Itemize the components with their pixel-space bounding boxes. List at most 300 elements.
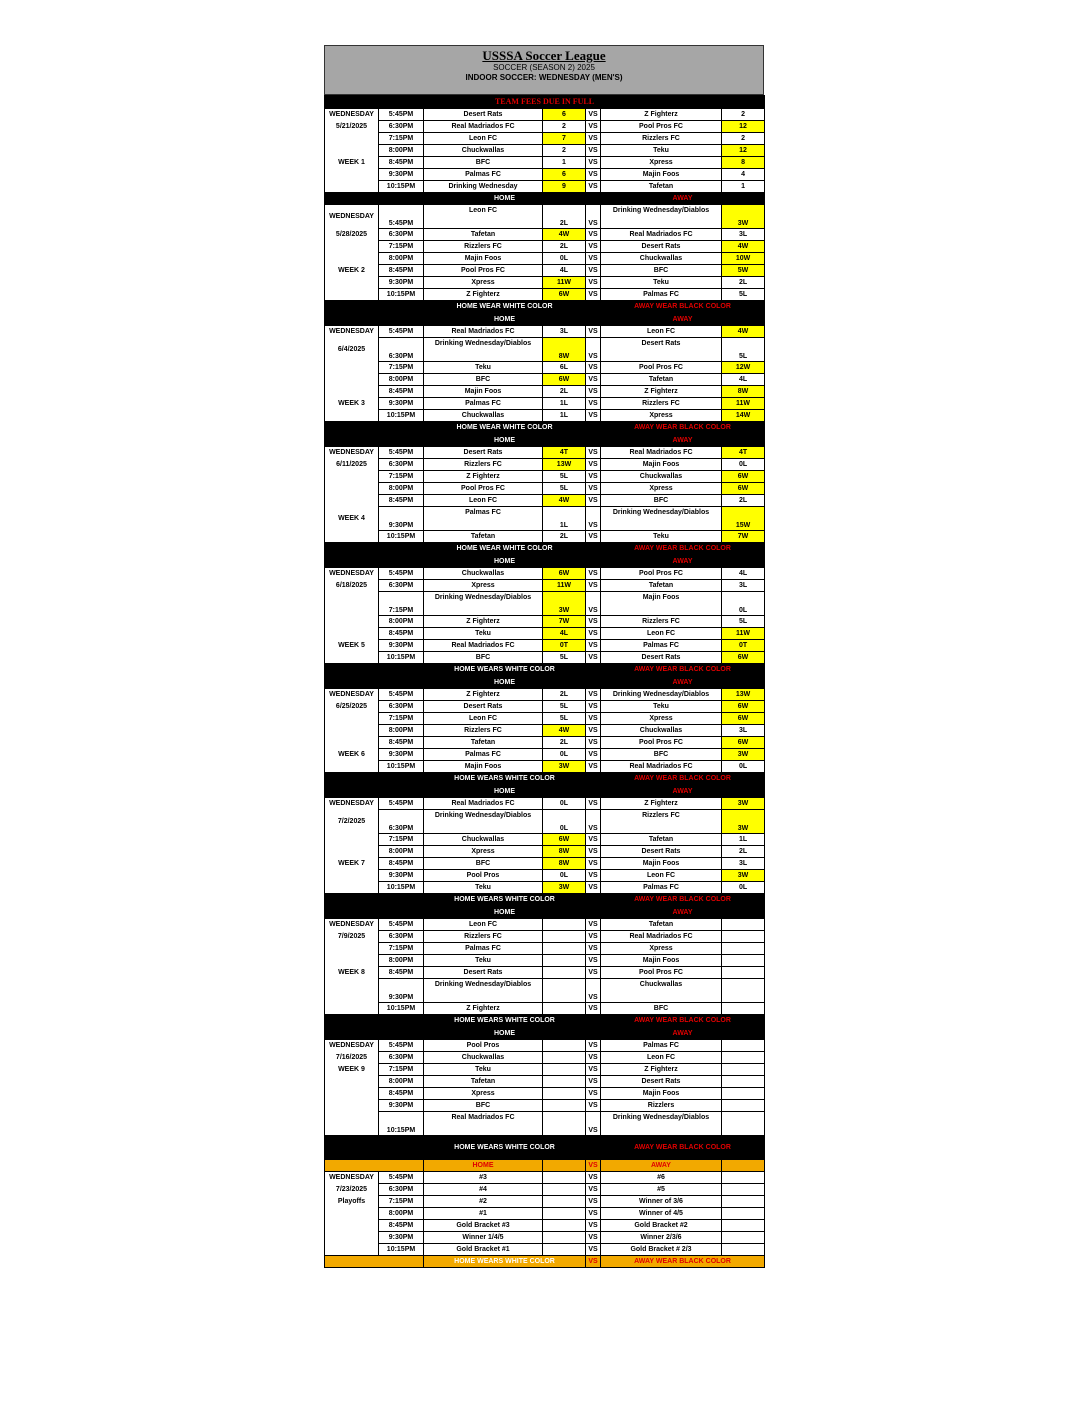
match-row [325, 229, 765, 241]
home-team: Chuckwallas [424, 145, 543, 157]
match-row [325, 967, 765, 979]
schedule-table [324, 95, 765, 1268]
time-cell: 8:45PM [379, 495, 424, 507]
schedule-sheet [324, 45, 764, 1268]
home-team: Z Fighterz [424, 1003, 543, 1015]
home-team: Teku [424, 628, 543, 640]
away-wear-note: AWAY WEAR BLACK COLOR [601, 301, 765, 314]
bar-spacer [325, 422, 424, 435]
away-team: Leon FC [601, 628, 722, 640]
home-score: 0L [543, 870, 586, 882]
away-team: Gold Bracket #2 [601, 1220, 722, 1232]
division-label: INDOOR SOCCER: WEDNESDAY (MEN'S) [465, 73, 623, 82]
date-cell: WEDNESDAY [325, 568, 379, 580]
away-score: 3W [722, 798, 765, 810]
match-row [325, 979, 765, 1003]
home-team: Pool Pros [424, 870, 543, 882]
away-label: AWAY [601, 193, 765, 205]
bar-spacer [325, 543, 424, 556]
home-team: Majin Foos [424, 253, 543, 265]
home-team: Z Fighterz [424, 616, 543, 628]
bar-spacer [325, 786, 424, 798]
home-label: HOME [424, 786, 586, 798]
time-cell: 8:45PM [379, 265, 424, 277]
home-team: Pool Pros [424, 1040, 543, 1052]
bar-spacer [586, 1015, 601, 1028]
po-spacer [543, 1160, 586, 1172]
date-cell [325, 592, 379, 616]
away-score [722, 943, 765, 955]
playoff-row [325, 1184, 765, 1196]
home-score [543, 1003, 586, 1015]
time-cell: 10:15PM [379, 289, 424, 301]
date-cell [325, 181, 379, 193]
away-score: 7W [722, 531, 765, 543]
home-team: Palmas FC [424, 943, 543, 955]
vs-label: VS [586, 1172, 601, 1184]
home-team: Palmas FC [424, 749, 543, 761]
vs-label: VS [586, 749, 601, 761]
home-score: 6 [543, 109, 586, 121]
away-team: Majin Foos [601, 169, 722, 181]
away-team: Majin Foos [601, 955, 722, 967]
home-team: Leon FC [424, 495, 543, 507]
time-cell: 10:15PM [379, 652, 424, 664]
date-cell [325, 145, 379, 157]
date-cell [325, 1220, 379, 1232]
home-score: 1L [543, 398, 586, 410]
home-score [543, 1208, 586, 1220]
match-row [325, 205, 765, 229]
home-team: #3 [424, 1172, 543, 1184]
match-row [325, 109, 765, 121]
info-bar [325, 301, 765, 314]
match-row [325, 580, 765, 592]
away-wear-note: AWAY WEAR BLACK COLOR [601, 1015, 765, 1028]
date-cell: WEEK 4 [325, 507, 379, 531]
bar-spacer [325, 435, 424, 447]
away-team: Winner of 3/6 [601, 1196, 722, 1208]
away-score [722, 1244, 765, 1256]
home-team: Drinking Wednesday [424, 181, 543, 193]
home-score: 2L [543, 241, 586, 253]
match-row [325, 737, 765, 749]
time-cell: 6:30PM [379, 701, 424, 713]
date-cell: 7/23/2025 [325, 1184, 379, 1196]
playoff-header [325, 1160, 765, 1172]
bar-spacer [586, 907, 601, 919]
away-team: Real Madriados FC [601, 931, 722, 943]
time-cell: 8:00PM [379, 1208, 424, 1220]
time-cell: 7:15PM [379, 713, 424, 725]
po-spacer [722, 1160, 765, 1172]
home-score [543, 967, 586, 979]
home-team: Drinking Wednesday/Diablos [424, 810, 543, 834]
away-team: Tafetan [601, 919, 722, 931]
home-team: Tafetan [424, 229, 543, 241]
home-score: 4L [543, 265, 586, 277]
vs-label: VS [586, 265, 601, 277]
vs-label: VS [586, 1100, 601, 1112]
home-score [543, 979, 586, 1003]
away-score: 11W [722, 628, 765, 640]
away-score: 4L [722, 374, 765, 386]
season-subtitle: SOCCER (SEASON 2) 2025 [493, 63, 595, 72]
time-cell: 5:45PM [379, 1172, 424, 1184]
match-row [325, 616, 765, 628]
vs-label: VS [586, 810, 601, 834]
away-team: Teku [601, 701, 722, 713]
time-cell: 5:45PM [379, 798, 424, 810]
match-row [325, 447, 765, 459]
date-cell [325, 882, 379, 894]
vs-label: VS [586, 701, 601, 713]
home-team: Pool Pros FC [424, 483, 543, 495]
home-score: 2L [543, 386, 586, 398]
time-cell: 8:00PM [379, 616, 424, 628]
away-score: 1L [722, 834, 765, 846]
vs-label: VS [586, 109, 601, 121]
vs-label: VS [586, 145, 601, 157]
home-team: Real Madriados FC [424, 640, 543, 652]
time-cell: 5:45PM [379, 326, 424, 338]
playoff-row [325, 1244, 765, 1256]
home-score: 2 [543, 121, 586, 133]
home-score: 3W [543, 882, 586, 894]
match-row [325, 1100, 765, 1112]
home-score [543, 1220, 586, 1232]
info-bar [325, 773, 765, 786]
home-score: 11W [543, 277, 586, 289]
date-cell [325, 277, 379, 289]
away-score [722, 967, 765, 979]
match-row [325, 181, 765, 193]
bar-spacer [325, 314, 424, 326]
match-row [325, 834, 765, 846]
home-away-header [325, 677, 765, 689]
away-team: Desert Rats [601, 846, 722, 858]
bar-spacer [325, 773, 424, 786]
match-row [325, 652, 765, 664]
match-row [325, 253, 765, 265]
date-cell: 6/4/2025 [325, 338, 379, 362]
away-score: 3W [722, 205, 765, 229]
vs-label: VS [586, 1184, 601, 1196]
time-cell: 6:30PM [379, 338, 424, 362]
home-score: 5L [543, 471, 586, 483]
home-score: 0L [543, 749, 586, 761]
time-cell: 5:45PM [379, 689, 424, 701]
time-cell: 9:30PM [379, 870, 424, 882]
home-score: 5L [543, 483, 586, 495]
time-cell: 7:15PM [379, 362, 424, 374]
date-cell: WEDNESDAY [325, 447, 379, 459]
home-score [543, 1088, 586, 1100]
vs-label: VS [586, 846, 601, 858]
away-team: Pool Pros FC [601, 362, 722, 374]
away-score: 10W [722, 253, 765, 265]
match-row [325, 798, 765, 810]
home-score: 2 [543, 145, 586, 157]
date-cell [325, 374, 379, 386]
bar-spacer [325, 664, 424, 677]
match-row [325, 568, 765, 580]
vs-label: VS [586, 1040, 601, 1052]
vs-label: VS [586, 277, 601, 289]
away-score [722, 919, 765, 931]
home-wear-note: HOME WEARS WHITE COLOR [424, 1136, 586, 1160]
vs-label: VS [586, 798, 601, 810]
home-team: Desert Rats [424, 447, 543, 459]
vs-label: VS [586, 1088, 601, 1100]
away-score: 4W [722, 326, 765, 338]
bar-spacer [325, 1015, 424, 1028]
home-wear-note: HOME WEAR WHITE COLOR [424, 301, 586, 314]
time-cell: 9:30PM [379, 1100, 424, 1112]
home-score: 7W [543, 616, 586, 628]
home-score [543, 919, 586, 931]
away-score: 5L [722, 289, 765, 301]
away-team: Rizzlers FC [601, 616, 722, 628]
home-team: Drinking Wednesday/Diablos [424, 338, 543, 362]
home-team: Desert Rats [424, 701, 543, 713]
home-wear-note: HOME WEARS WHITE COLOR [424, 1256, 586, 1268]
date-cell [325, 652, 379, 664]
away-team: Tafetan [601, 181, 722, 193]
date-cell [325, 870, 379, 882]
away-wear-note: AWAY WEAR BLACK COLOR [601, 773, 765, 786]
bar-spacer [586, 543, 601, 556]
date-cell: 6/11/2025 [325, 459, 379, 471]
away-score: 0L [722, 761, 765, 773]
home-score: 4W [543, 725, 586, 737]
away-team: Majin Foos [601, 858, 722, 870]
info-bar [325, 894, 765, 907]
away-score: 3W [722, 810, 765, 834]
home-team: Real Madriados FC [424, 1112, 543, 1136]
time-cell: 10:15PM [379, 410, 424, 422]
home-team: Leon FC [424, 713, 543, 725]
date-cell: WEDNESDAY [325, 919, 379, 931]
date-cell [325, 1076, 379, 1088]
away-team: Leon FC [601, 870, 722, 882]
home-team: Xpress [424, 1088, 543, 1100]
time-cell: 8:45PM [379, 1088, 424, 1100]
away-score: 5W [722, 265, 765, 277]
home-score: 3L [543, 326, 586, 338]
home-score [543, 931, 586, 943]
home-team: Z Fighterz [424, 471, 543, 483]
vs-label: VS [586, 133, 601, 145]
time-cell: 10:15PM [379, 531, 424, 543]
home-score [543, 1040, 586, 1052]
date-cell: 6/25/2025 [325, 701, 379, 713]
match-row [325, 1076, 765, 1088]
away-score: 6W [722, 713, 765, 725]
away-label: AWAY [601, 1160, 722, 1172]
away-team: Teku [601, 277, 722, 289]
home-score: 2L [543, 737, 586, 749]
date-cell: WEDNESDAY [325, 326, 379, 338]
time-cell: 8:00PM [379, 846, 424, 858]
vs-label: VS [586, 592, 601, 616]
sheet-header [324, 45, 764, 95]
away-score: 13W [722, 689, 765, 701]
away-score [722, 1003, 765, 1015]
away-wear-note: AWAY WEAR BLACK COLOR [601, 664, 765, 677]
vs-label: VS [586, 979, 601, 1003]
vs-label: VS [586, 616, 601, 628]
home-team: #4 [424, 1184, 543, 1196]
home-team: Gold Bracket #1 [424, 1244, 543, 1256]
time-cell: 5:45PM [379, 1040, 424, 1052]
time-cell: 7:15PM [379, 943, 424, 955]
match-row [325, 133, 765, 145]
home-team: Chuckwallas [424, 834, 543, 846]
match-row [325, 459, 765, 471]
away-label: AWAY [601, 556, 765, 568]
date-cell: WEEK 9 [325, 1064, 379, 1076]
date-cell: 5/21/2025 [325, 121, 379, 133]
bar-spacer [586, 193, 601, 205]
away-score [722, 1040, 765, 1052]
away-team: Drinking Wednesday/Diablos [601, 689, 722, 701]
home-team: BFC [424, 1100, 543, 1112]
playoff-row [325, 1196, 765, 1208]
vs-label: VS [586, 495, 601, 507]
vs-label: VS [586, 1003, 601, 1015]
away-score [722, 1064, 765, 1076]
away-score: 6W [722, 483, 765, 495]
home-score [543, 1172, 586, 1184]
date-cell [325, 1100, 379, 1112]
home-score: 6W [543, 374, 586, 386]
vs-label: VS [586, 943, 601, 955]
time-cell: 5:45PM [379, 919, 424, 931]
vs-label: VS [586, 870, 601, 882]
vs-label: VS [586, 628, 601, 640]
vs-label: VS [586, 967, 601, 979]
home-wear-note: HOME WEARS WHITE COLOR [424, 773, 586, 786]
date-cell: 6/18/2025 [325, 580, 379, 592]
match-row [325, 870, 765, 882]
home-score: 8W [543, 858, 586, 870]
time-cell: 5:45PM [379, 447, 424, 459]
away-team: Xpress [601, 483, 722, 495]
home-score: 6W [543, 834, 586, 846]
away-score: 0L [722, 592, 765, 616]
po-spacer [325, 1160, 424, 1172]
bar-spacer [586, 786, 601, 798]
date-cell [325, 943, 379, 955]
bar-spacer [586, 677, 601, 689]
match-row [325, 846, 765, 858]
away-team: BFC [601, 265, 722, 277]
time-cell: 8:45PM [379, 967, 424, 979]
away-team: Leon FC [601, 326, 722, 338]
info-bar [325, 1015, 765, 1028]
vs-label: VS [586, 652, 601, 664]
date-cell: 7/9/2025 [325, 931, 379, 943]
home-team: Z Fighterz [424, 289, 543, 301]
away-team: Winner 2/3/6 [601, 1232, 722, 1244]
date-cell [325, 169, 379, 181]
home-team: Desert Rats [424, 967, 543, 979]
away-team: Tafetan [601, 580, 722, 592]
away-score: 2 [722, 109, 765, 121]
home-label: HOME [424, 556, 586, 568]
bar-spacer [586, 1028, 601, 1040]
away-team: Tafetan [601, 834, 722, 846]
vs-label: VS [586, 169, 601, 181]
away-team: Z Fighterz [601, 798, 722, 810]
away-team: Teku [601, 531, 722, 543]
home-score [543, 1076, 586, 1088]
away-team: BFC [601, 495, 722, 507]
match-row [325, 289, 765, 301]
vs-label: VS [586, 410, 601, 422]
time-cell: 6:30PM [379, 580, 424, 592]
date-cell [325, 1112, 379, 1136]
home-score: 4T [543, 447, 586, 459]
home-team: BFC [424, 652, 543, 664]
match-row [325, 1088, 765, 1100]
vs-label: VS [586, 955, 601, 967]
away-score [722, 1112, 765, 1136]
vs-label: VS [586, 483, 601, 495]
home-team: Rizzlers FC [424, 931, 543, 943]
home-label: HOME [424, 314, 586, 326]
away-team: Majin Foos [601, 1088, 722, 1100]
home-score: 3W [543, 761, 586, 773]
vs-label: VS [586, 725, 601, 737]
away-score: 4T [722, 447, 765, 459]
away-team: Xpress [601, 410, 722, 422]
match-row [325, 121, 765, 133]
away-score: 12W [722, 362, 765, 374]
away-score [722, 1088, 765, 1100]
away-team: Pool Pros FC [601, 121, 722, 133]
away-team: #5 [601, 1184, 722, 1196]
match-row [325, 1052, 765, 1064]
match-row [325, 386, 765, 398]
home-team: Desert Rats [424, 109, 543, 121]
fees-notice: TEAM FEES DUE IN FULL [325, 96, 765, 109]
vs-label: VS [586, 531, 601, 543]
vs-label: VS [586, 471, 601, 483]
home-score: 2L [543, 531, 586, 543]
home-team: Xpress [424, 580, 543, 592]
home-score: 0T [543, 640, 586, 652]
away-score: 0T [722, 640, 765, 652]
info-bar [325, 1136, 765, 1160]
vs-label: VS [586, 241, 601, 253]
away-team: Z Fighterz [601, 386, 722, 398]
date-cell [325, 725, 379, 737]
away-score: 3L [722, 229, 765, 241]
away-score: 14W [722, 410, 765, 422]
home-score: 6W [543, 568, 586, 580]
home-score: 2L [543, 689, 586, 701]
away-score: 11W [722, 398, 765, 410]
away-score: 4W [722, 241, 765, 253]
away-score [722, 1184, 765, 1196]
away-score: 5L [722, 616, 765, 628]
date-cell: 7/2/2025 [325, 810, 379, 834]
date-cell [325, 410, 379, 422]
date-cell: WEEK 3 [325, 398, 379, 410]
vs-label: VS [586, 1160, 601, 1172]
